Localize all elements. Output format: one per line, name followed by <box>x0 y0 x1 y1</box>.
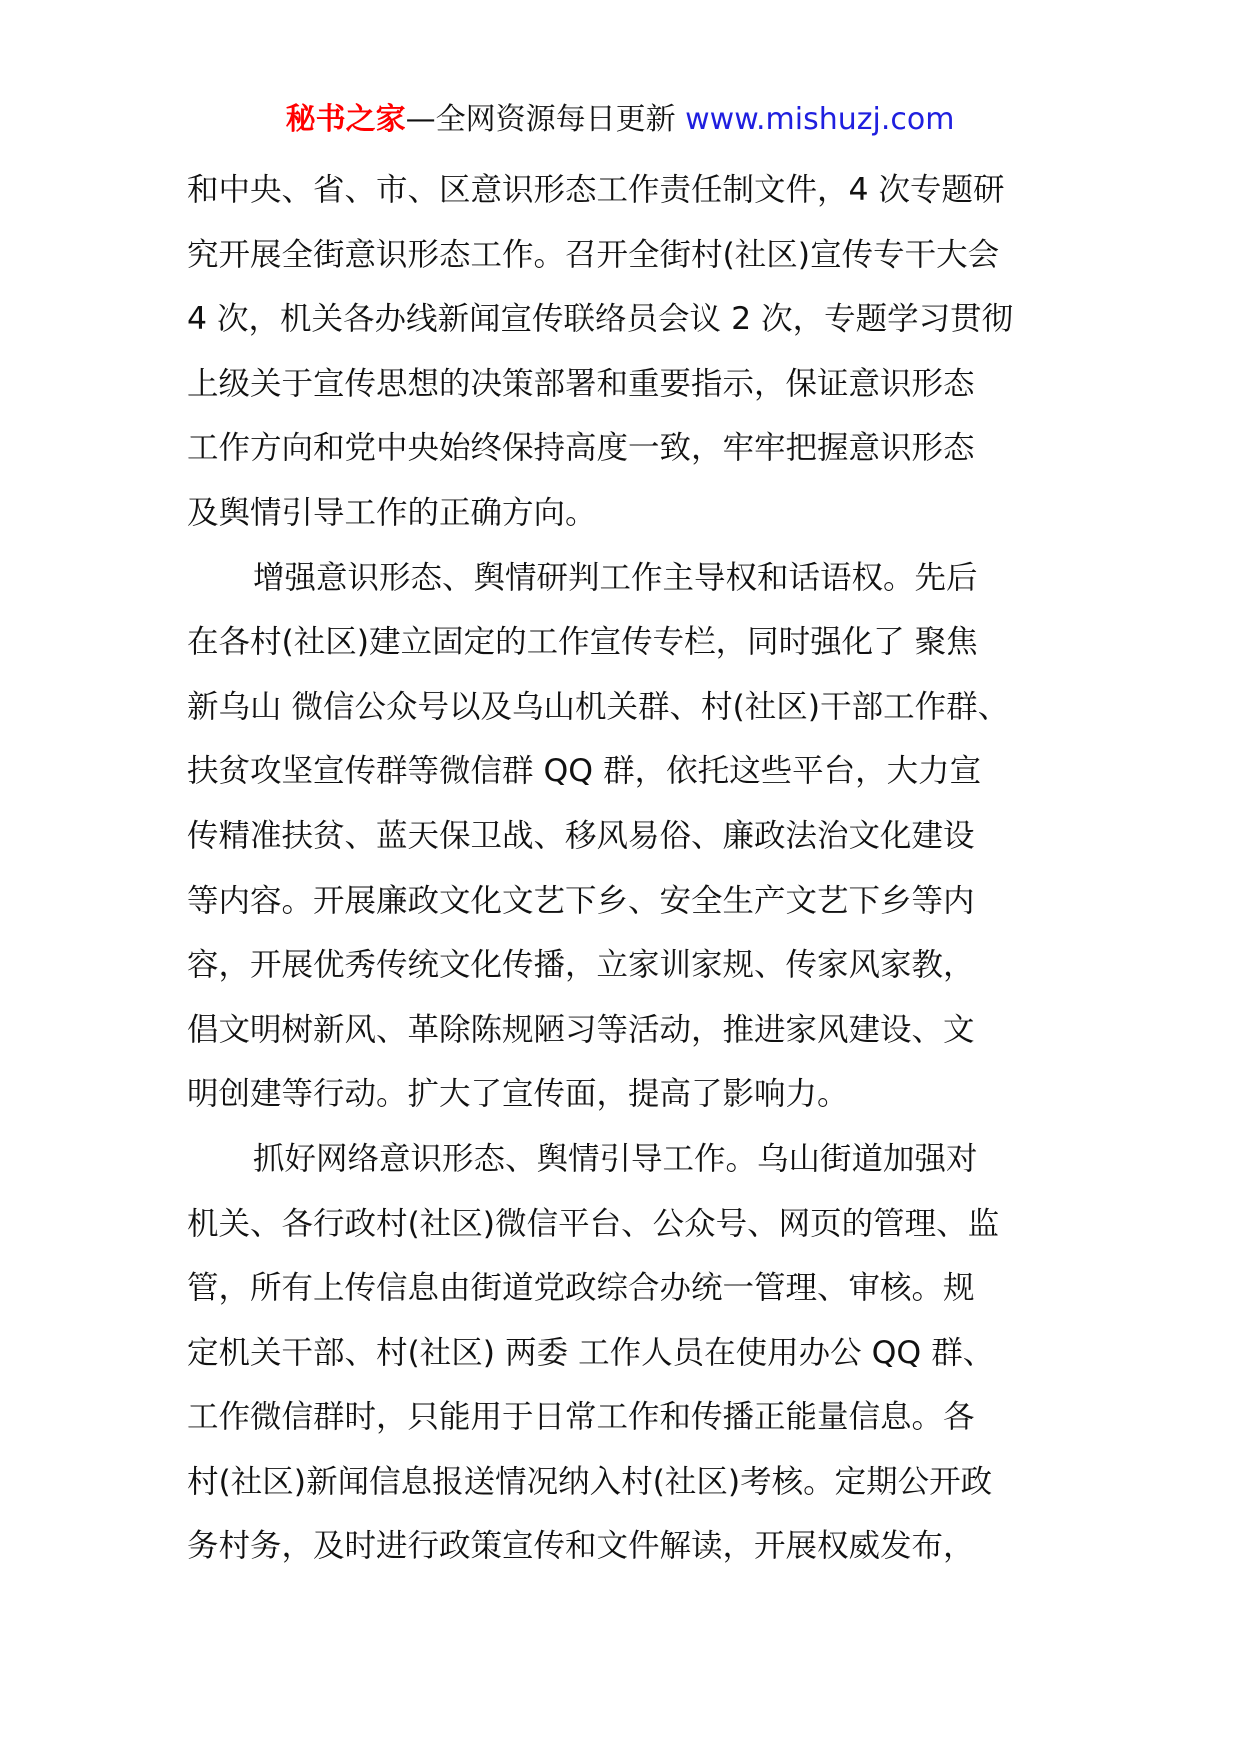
page-header <box>0 100 1240 140</box>
paragraph-line: 工作微信群时，只能用于日常工作和传播正能量信息。各 <box>187 1399 975 1436</box>
paragraph-line: 务村务，及时进行政策宣传和文件解读，开展权威发布， <box>187 1528 975 1565</box>
paragraph-line: 机关、各行政村(社区)微信平台、公众号、网页的管理、监 <box>187 1205 1000 1242</box>
paragraph-line: 工作方向和党中央始终保持高度一致，牢牢把握意识形态 <box>187 430 975 467</box>
paragraph-line: 传精准扶贫、蓝天保卫战、移风易俗、廉政法治文化建设 <box>187 817 975 854</box>
paragraph-line: 村(社区)新闻信息报送情况纳入村(社区)考核。定期公开政 <box>187 1463 993 1500</box>
paragraph-line: 倡文明树新风、革除陈规陋习等活动，推进家风建设、文 <box>187 1011 975 1048</box>
paragraph-1 <box>187 158 1067 546</box>
paragraph-line: 容，开展优秀传统文化传播，立家训家规、传家风家教， <box>187 947 975 984</box>
paragraph-line: 在各村(社区)建立固定的工作宣传专栏，同时强化了 聚焦 <box>187 624 978 661</box>
paragraph-line: 4 次，机关各办线新闻宣传联络员会议 2 次，专题学习贯彻 <box>187 301 1014 338</box>
paragraph-line: 抓好网络意识形态、舆情引导工作。乌山街道加强对 <box>253 1140 978 1177</box>
paragraph-line: 增强意识形态、舆情研判工作主导权和话语权。先后 <box>253 559 978 596</box>
header-tagline: —全网资源每日更新 <box>405 102 676 137</box>
paragraph-line: 及舆情引导工作的正确方向。 <box>187 494 597 531</box>
header-brand: 秘书之家 <box>285 102 406 137</box>
paragraph-line: 管，所有上传信息由街道党政综合办统一管理、审核。规 <box>187 1270 975 1307</box>
paragraph-2 <box>187 546 1067 1127</box>
paragraph-line: 和中央、省、市、区意识形态工作责任制文件，4 次专题研 <box>187 172 1005 208</box>
document-body <box>187 158 1067 1579</box>
header-url-link[interactable]: www.mishuzj.com <box>685 102 955 137</box>
paragraph-line: 扶贫攻坚宣传群等微信群 QQ 群，依托这些平台，大力宣 <box>187 753 982 790</box>
paragraph-line: 上级关于宣传思想的决策部署和重要指示，保证意识形态 <box>187 365 975 402</box>
paragraph-line: 等内容。开展廉政文化文艺下乡、安全生产文艺下乡等内 <box>187 882 975 919</box>
paragraph-line: 定机关干部、村(社区) 两委 工作人员在使用办公 QQ 群、 <box>187 1334 995 1371</box>
paragraph-line: 新乌山 微信公众号以及乌山机关群、村(社区)干部工作群、 <box>187 688 1010 725</box>
paragraph-line: 究开展全街意识形态工作。召开全街村(社区)宣传专干大会 <box>187 236 1000 273</box>
paragraph-3 <box>187 1127 1067 1579</box>
paragraph-line: 明创建等行动。扩大了宣传面，提高了影响力。 <box>187 1076 849 1113</box>
